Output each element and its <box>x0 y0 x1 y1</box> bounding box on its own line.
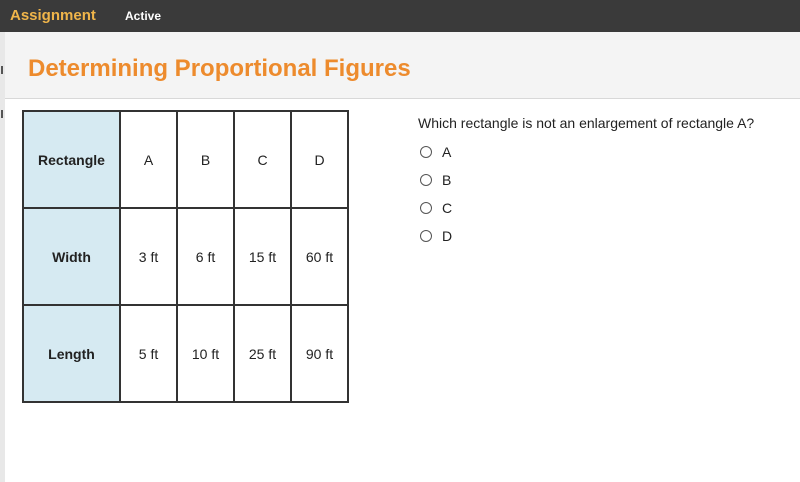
question-prompt: Which rectangle is not an enlargement of rectangle A? <box>418 115 755 131</box>
left-edge-strip <box>0 32 5 482</box>
table-row <box>23 208 348 305</box>
row-header-length: Length <box>23 305 120 402</box>
option-a[interactable] <box>420 143 451 161</box>
table-cell: 15 ft <box>234 208 291 305</box>
radio-button-icon[interactable] <box>420 202 432 214</box>
table-cell: 90 ft <box>291 305 348 402</box>
option-label[interactable]: A <box>442 144 452 160</box>
table-cell: 3 ft <box>120 208 177 305</box>
table-cell: C <box>234 111 291 208</box>
table-cell: B <box>177 111 234 208</box>
table-cell: A <box>120 111 177 208</box>
option-label[interactable]: C <box>442 200 453 216</box>
option-b[interactable] <box>420 171 451 189</box>
table-cell: D <box>291 111 348 208</box>
status-label: Active <box>125 9 162 23</box>
rectangle-table <box>22 110 349 403</box>
table-cell: 25 ft <box>234 305 291 402</box>
edge-tick <box>1 66 3 74</box>
row-header-width: Width <box>23 208 120 305</box>
page-title: Determining Proportional Figures <box>28 55 411 82</box>
row-header-rectangle: Rectangle <box>23 111 120 208</box>
radio-button-icon[interactable] <box>420 230 432 242</box>
edge-tick <box>1 110 3 118</box>
table-cell: 5 ft <box>120 305 177 402</box>
table-row <box>23 305 348 402</box>
table-cell: 60 ft <box>291 208 348 305</box>
radio-button-icon[interactable] <box>420 146 432 158</box>
table-row <box>23 111 348 208</box>
option-label[interactable]: D <box>442 228 453 244</box>
radio-button-icon[interactable] <box>420 174 432 186</box>
option-label[interactable]: B <box>442 172 452 188</box>
assignment-label: Assignment <box>10 7 96 24</box>
top-bar <box>0 0 800 32</box>
option-d[interactable] <box>420 227 452 245</box>
table-cell: 6 ft <box>177 208 234 305</box>
option-c[interactable] <box>420 199 452 217</box>
table-cell: 10 ft <box>177 305 234 402</box>
